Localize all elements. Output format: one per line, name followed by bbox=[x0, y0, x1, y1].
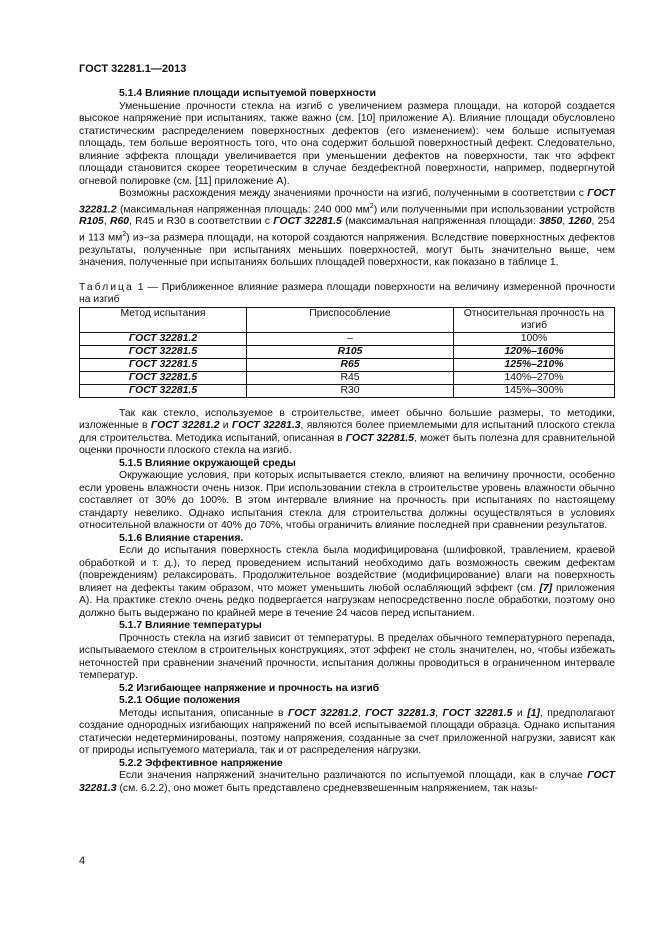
section-heading: 5.1.7 Влияние температуры bbox=[119, 620, 262, 632]
table-row bbox=[80, 332, 615, 345]
device-ref: R105 bbox=[79, 216, 104, 228]
paragraph bbox=[79, 770, 615, 795]
text: Если до испытания поверхность стекла была модифицирована (шлифовкой, травлением, краевой обработкой и т. д.), то перед проведением испытаний необходимо дать возможность свежим дефектам (повреждениям) релаксировать. Продолжительное воздействие (модифицирование) влаги на поверхность влияет на дефекты таким образом, что может уменьшить любой ослабляющий эффект (см. bbox=[79, 545, 615, 594]
standard-ref: ГОСТ 32281.3 bbox=[365, 707, 436, 719]
table-caption bbox=[79, 282, 615, 307]
device-ref: R60 bbox=[109, 216, 130, 228]
paragraph-text: Уменьшение прочности стекла на изгиб с увеличением размера площади, на которой создается высокое напряжение при испытаниях, также важно (см. [10] приложение А). Влияние площади обусловлено статистическим распределением поверхностных дефектов (его изменением): чем больше испытуемая площадь, тем больше вероятность того, что она содержит большой поверхностный дефект. Следовательно, влияние эффекта площади увеличивается при уменьшении дефектов на поверхности, так что эффект площади становится скорее теоретическим в случае бездефектной поверхности, например, подвергнутой огневой полировке (см. [11] приложение А). bbox=[79, 100, 615, 187]
paragraph bbox=[79, 408, 615, 458]
paragraph-text: Окружающие условия, при которых испытывается стекло, влияют на величину прочности, особенно если уровень влажности очень низок. При использовании стекла в строительстве уровень влажности обычно составляет от 30% до 100%. В этом интервале влияние на прочность при испытаниях по настоящему стандарту невелико. Однако испытания стекла для строительства должны осуществляться в условиях относительной влажности от 40% до 70%, чтобы ограничить влияние последней при сравнении результатов. bbox=[79, 470, 615, 532]
section-heading: 5.1.6 Влияние старения. bbox=[119, 532, 244, 544]
table-row bbox=[80, 358, 615, 371]
standard-ref: ГОСТ 32281.2 bbox=[79, 188, 615, 215]
text: ) или полученными при использовании устройств bbox=[373, 203, 616, 215]
table-cell: ГОСТ 32281.5 bbox=[80, 345, 247, 358]
paragraph bbox=[79, 188, 615, 270]
paragraph-text: Прочность стекла на изгиб зависит от температуры. В пределах обычного температурного перепада, испытываемого стеклом в строительных конструкциях, этот эффект не столь значителен, но, чтобы избежать неточностей при сравнении значений прочности, испытания должны проводиться в ограниченном интервале температур. bbox=[79, 632, 615, 682]
table-cell: 100% bbox=[454, 332, 615, 345]
paragraph bbox=[79, 101, 615, 189]
table-cell: ГОСТ 32281.5 bbox=[80, 358, 247, 371]
column-header: Относительная прочность на изгиб bbox=[454, 307, 615, 332]
table-cell: R65 bbox=[247, 358, 454, 371]
paragraph bbox=[79, 708, 615, 758]
text: , 254 и 113 мм bbox=[79, 216, 615, 244]
text: Так как стекло, используемое в строительстве, имеет обычно большие размеры, то методики, изложенные в bbox=[79, 407, 615, 432]
column-header: Метод испытания bbox=[80, 307, 247, 332]
table-cell: R105 bbox=[247, 345, 454, 358]
table-row bbox=[80, 345, 615, 358]
reference: [7] bbox=[539, 582, 553, 594]
table-cell: R30 bbox=[247, 384, 454, 397]
text: ) из–за размера площади, на которой создаются напряжения. Вследствие поверхностных дефектов результаты, полученные при испытаниях меньших поверхностей, могут быть значительно выше, чем значения, полученные при испытаниях больших площадей поверхности, как показано в таблице 1. bbox=[79, 232, 615, 269]
text: , R45 и R30 в соответствии с bbox=[129, 216, 274, 228]
section-heading: 5.1.5 Влияние окружающей среды bbox=[119, 457, 296, 469]
value: 1260 bbox=[568, 216, 592, 228]
text: , bbox=[562, 216, 569, 228]
standard-ref: ГОСТ 32281.5 bbox=[273, 216, 342, 228]
text: (максимальная напряженная площади: bbox=[341, 216, 540, 228]
standard-ref: ГОСТ 32281.2 bbox=[150, 420, 220, 432]
superscript: 2 bbox=[369, 202, 374, 210]
text: приложения А). На практике стекло очень редко подвергается нагрузкам непосредственно после обработки, поэтому оно должно быть выдержано по крайней мере в течение 24 часов перед испытанием. bbox=[79, 582, 615, 619]
text: (см. 6.2.2), оно может быть представлено средневзвешенным напряжением, так назы- bbox=[116, 782, 538, 794]
table-cell: 140%–270% bbox=[454, 371, 615, 384]
document-body bbox=[79, 88, 615, 795]
caption-text: 1 — Приближенное влияние размера площади поверхности на величину измеренной прочности на изгиб bbox=[79, 281, 615, 306]
paragraph bbox=[79, 470, 615, 533]
text: Методы испытания, описанные в bbox=[119, 707, 288, 719]
table-cell: 145%–300% bbox=[454, 384, 615, 397]
reference: [1] bbox=[527, 707, 540, 719]
table-cell: ГОСТ 32281.5 bbox=[80, 371, 247, 384]
text: и bbox=[512, 707, 528, 719]
table-header-row bbox=[80, 307, 615, 332]
text: , предполагают создание однородных изгибающих напряжений по всей испытываемой площади образца. Однако испытания статически недетерминированы, поэтому напряжения, созданные за счет приложенной нагрузки, зависят как от природы испытуемого материала, так и от распределения нагрузки. bbox=[79, 707, 616, 757]
standard-ref: ГОСТ 32281.2 bbox=[287, 707, 358, 719]
caption-label: Таблица bbox=[79, 281, 134, 293]
text: , bbox=[435, 707, 443, 719]
text: , bbox=[357, 707, 366, 719]
table-cell: 125%–210% bbox=[454, 358, 615, 371]
table-cell: – bbox=[247, 332, 454, 345]
paragraph bbox=[79, 545, 615, 620]
standard-ref: ГОСТ 32281.3 bbox=[231, 420, 301, 432]
section-heading: 5.2.1 Общие положения bbox=[119, 695, 241, 707]
table-row bbox=[80, 371, 615, 384]
superscript: 2 bbox=[122, 230, 127, 238]
document-header: ГОСТ 32281.1—2013 bbox=[79, 63, 187, 75]
table-cell: R45 bbox=[247, 371, 454, 384]
page-number: 4 bbox=[79, 855, 86, 867]
standard-ref: ГОСТ 32281.5 bbox=[345, 432, 415, 444]
table-1 bbox=[79, 307, 615, 398]
section-heading: 5.2.2 Эффективное напряжение bbox=[119, 757, 283, 769]
table-row bbox=[80, 384, 615, 397]
text: , являются более приемлемыми для испытаний плоского стекла для строительства. Методика испытаний, описанная в bbox=[79, 420, 615, 444]
value: 3850 bbox=[539, 216, 563, 228]
text: , bbox=[103, 216, 110, 228]
column-header: Приспособление bbox=[247, 307, 454, 332]
section-heading: 5.1.4 Влияние площади испытуемой поверхности bbox=[119, 88, 377, 99]
text: и bbox=[219, 420, 232, 432]
table-cell: ГОСТ 32281.2 bbox=[80, 332, 247, 345]
text: , может быть полезна для сравнительной оценки прочности плоского стекла на изгиб. bbox=[79, 432, 615, 457]
text: Если значения напряжений значительно различаются по испытуемой площади, как в случае bbox=[119, 770, 588, 782]
paragraph bbox=[79, 633, 615, 683]
table-cell: 120%–160% bbox=[454, 345, 615, 358]
table-cell: ГОСТ 32281.5 bbox=[80, 384, 247, 397]
text: Возможны расхождения между значениями прочности на изгиб, полученными в соответствии с bbox=[119, 188, 588, 199]
standard-ref: ГОСТ 32281.3 bbox=[79, 770, 615, 794]
standard-ref: ГОСТ 32281.5 bbox=[442, 707, 513, 719]
section-heading: 5.2 Изгибающее напряжение и прочность на изгиб bbox=[119, 682, 380, 694]
text: (максимальная напряженная площадь: 240 000 мм bbox=[116, 203, 370, 215]
